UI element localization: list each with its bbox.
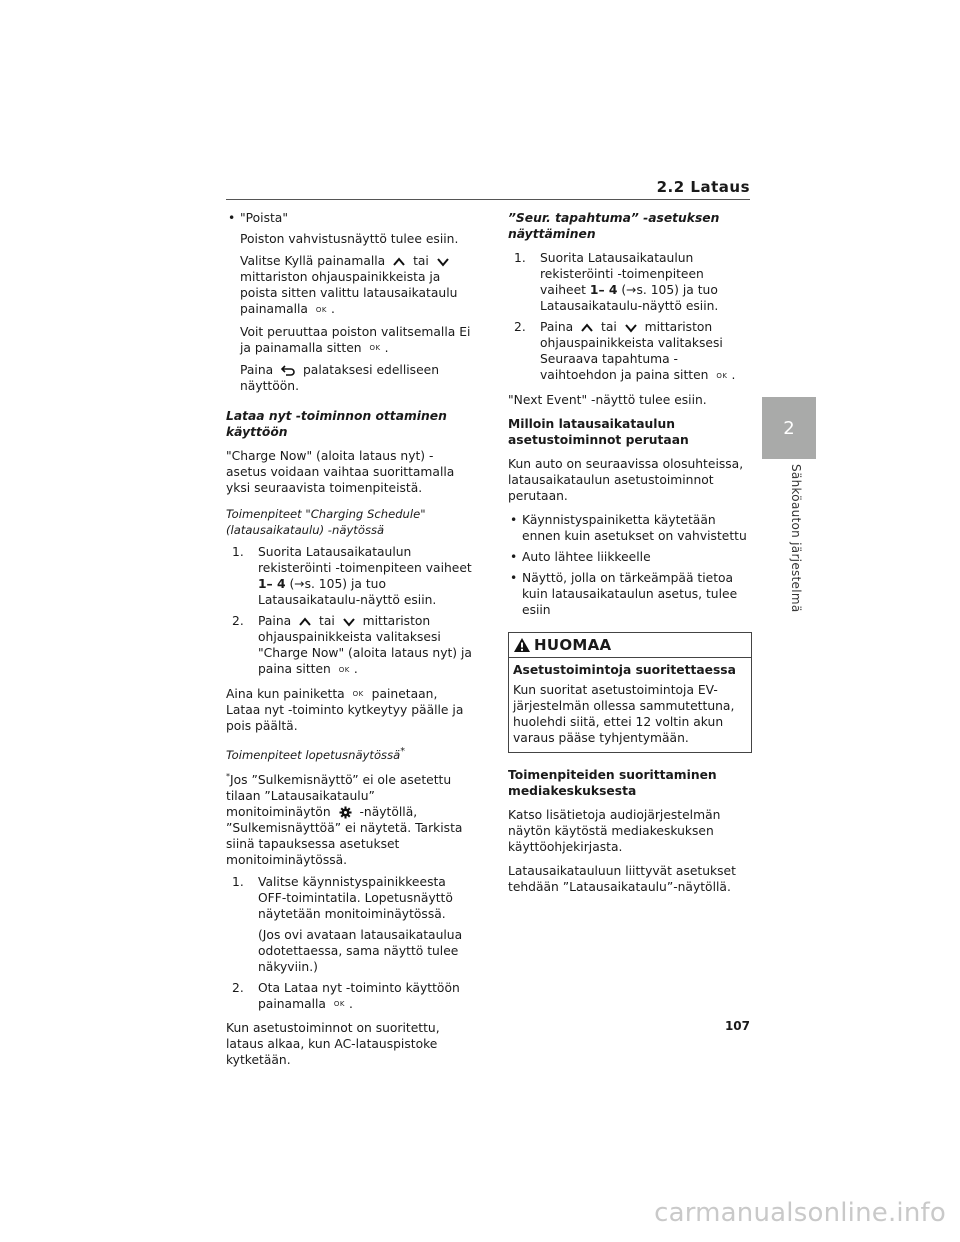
section-title: 2.2 Lataus — [656, 178, 750, 196]
step-item: 1. Suorita Latausaikataulun rekisteröinti -toimenpiteen vaiheet 1– 4 (→s. 105) ja tuo Latausaikataulu-näyttö esiin. — [514, 251, 719, 313]
chevron-up-icon — [581, 323, 593, 333]
notice-box — [508, 632, 752, 753]
charge-now-heading: Lataa nyt -toiminnon ottaminen käyttöön — [226, 409, 447, 439]
notice-body — [509, 658, 751, 752]
chapter-tab-number: 2 — [783, 417, 795, 439]
chapter-tab — [762, 397, 816, 459]
ok-icon: OK — [315, 305, 328, 314]
schedule-subheading: Toimenpiteet "Charging Schedule" (latausaikataulu) -näytössä — [226, 507, 426, 537]
step-item: 2. Paina tai mittariston ohjauspainikkeista valitaksesi Seuraava tapahtuma -vaihtoehdon ja paina sitten OK . — [514, 320, 736, 382]
step-item: 1. Suorita Latausaikataulun rekisteröinti -toimenpiteen vaiheet 1– 4 (→s. 105) ja tuo Latausaikataulu-näyttö esiin. — [232, 545, 472, 607]
chapter-label: Sähköauton järjestelmä — [789, 464, 803, 613]
step-item: 1. Valitse käynnistyspainikkeesta OFF-toimintatila. Lopetusnäyttö näytetään monitoiminäytössä. — [232, 874, 453, 921]
watermark: carmanualsonline.info — [654, 1198, 946, 1228]
chevron-up-icon — [299, 617, 311, 627]
delete-paragraph-3: Voit peruuttaa poiston valitsemalla Ei ja painamalla sitten OK . — [240, 324, 471, 355]
ok-icon: OK — [716, 371, 728, 380]
delete-paragraph-1: Poiston vahvistusnäyttö tulee esiin. — [240, 232, 459, 246]
left-column — [226, 210, 472, 1074]
notice-label: HUOMAA — [534, 635, 612, 654]
ok-press-paragraph: Aina kun painiketta OK painetaan, Lataa nyt -toiminto kytkeytyy päälle ja pois päältä. — [226, 686, 464, 733]
list-item: • Näyttö, jolla on tärkeämpää tietoa kuin latausaikataulun asetus, tulee esiin — [508, 570, 752, 618]
back-arrow-icon — [281, 365, 295, 376]
ok-icon: OK — [338, 665, 350, 674]
header-rule — [226, 199, 750, 200]
final-paragraph: Kun asetustoiminnot on suoritettu, lataus alkaa, kun AC-latauspistoke kytketään. — [226, 1021, 440, 1068]
gear-icon — [339, 806, 352, 819]
notice-title: Asetustoimintoja suoritettaessa — [513, 662, 736, 677]
chevron-up-icon — [393, 257, 405, 267]
chevron-down-icon — [437, 257, 449, 267]
ok-icon: OK — [369, 344, 381, 352]
notice-header — [509, 633, 751, 658]
cancel-heading: Milloin latausaikataulun asetustoiminnot perutaan — [508, 416, 689, 447]
chevron-down-icon — [625, 323, 637, 333]
ok-icon: OK — [352, 690, 364, 698]
shutdown-subheading: Toimenpiteet lopetusnäytössä* — [226, 746, 406, 762]
charge-now-paragraph: "Charge Now" (aloita lataus nyt) -asetus voidaan vaihtaa suorittamalla yksi seuraavista toimenpiteistä. — [226, 449, 455, 495]
warning-icon — [513, 637, 531, 653]
list-item: • Käynnistyspainiketta käytetään ennen kuin asetukset on vahvistettu — [508, 512, 752, 544]
ok-icon: OK — [333, 1000, 346, 1009]
right-column — [508, 210, 752, 901]
media-paragraph-2: Latausaikatauluun liittyvät asetukset tehdään ”Latausaikataulu”-näytöllä. — [508, 863, 736, 894]
page-number: 107 — [724, 1019, 750, 1033]
next-event-paragraph: "Next Event" -näyttö tulee esiin. — [508, 392, 707, 407]
list-item: • Auto lähtee liikkeelle — [508, 549, 752, 565]
delete-paragraph-2: Valitse Kyllä painamalla tai mittariston ohjauspainikkeista ja poista sitten valittu latausaikataulu painamalla OK . — [240, 254, 458, 316]
media-heading: Toimenpiteiden suorittaminen mediakeskuksesta — [508, 767, 717, 798]
step-item: 2. Ota Lataa nyt -toiminto käyttöön painamalla OK . — [232, 980, 460, 1011]
delete-bullet: • "Poista" — [226, 210, 472, 226]
chevron-down-icon — [343, 617, 355, 627]
footnote: *Jos ”Sulkemisnäyttö” ei ole asetettu tilaan ”Latausaikataulu” monitoiminäytön -näytöllä, ”Sulkemisnäyttöä” ei näytetä. Tarkista siinä tapauksessa asetukset monitoiminäytössä. — [226, 771, 463, 867]
notice-text: Kun suoritat asetustoimintoja EV-järjestelmän ollessa sammutettuna, huolehdi siitä, ettei 12 voltin akun varaus pääse tyhjentymään. — [513, 682, 735, 745]
step-item: 2. Paina tai mittariston ohjauspainikkeista valitaksesi "Charge Now" (aloita lataus nyt) ja paina sitten OK . — [232, 614, 472, 676]
step-note: (Jos ovi avataan latausaikataulua odotettaessa, sama näyttö tulee näkyviin.) — [258, 927, 463, 974]
next-event-heading: ”Seur. tapahtuma” -asetuksen näyttäminen — [508, 211, 720, 241]
delete-paragraph-4: Paina palataksesi edelliseen näyttöön. — [240, 363, 439, 393]
cancel-paragraph: Kun auto on seuraavissa olosuhteissa, latausaikataulun asetustoiminnot perutaan. — [508, 456, 744, 503]
media-paragraph-1: Katso lisätietoja audiojärjestelmän näytön käytöstä mediakeskuksen käyttöohjekirjasta. — [508, 807, 721, 854]
